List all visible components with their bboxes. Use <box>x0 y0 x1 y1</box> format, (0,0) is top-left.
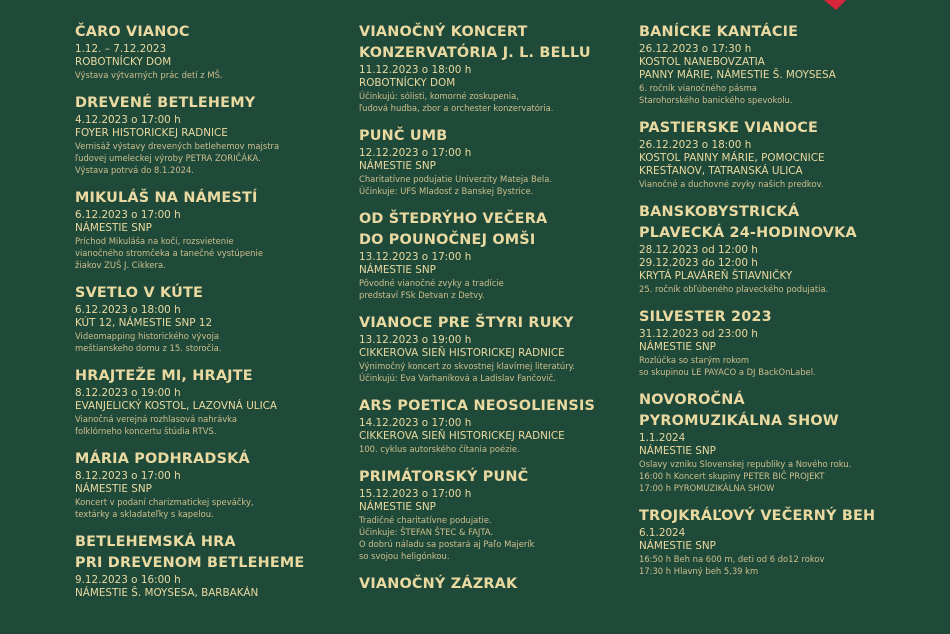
event-venue: NÁMESTIE SNP <box>75 483 152 495</box>
event-description: 25. ročník obľúbeného plaveckého podujatia. <box>639 284 829 294</box>
event-title: BETLEHEMSKÁ HRA <box>75 534 236 550</box>
event-description: Výstava výtvarných prác detí z MŠ. <box>75 70 223 80</box>
event-description: 16:50 h Beh na 600 m, deti od 6 do12 rokov <box>639 554 825 564</box>
event-venue: 29.12.2023 do 12:00 h <box>639 257 758 269</box>
event-item <box>75 22 365 81</box>
event-date: 12.12.2023 o 17:00 h <box>359 147 472 159</box>
event-title: MIKULÁŠ NA NÁMESTÍ <box>75 190 258 206</box>
event-description: ľudovej umeleckej výroby PETRA ZORIČÁKA. <box>75 153 261 163</box>
event-venue: KOSTOL NANEBOVZATIA <box>639 56 765 68</box>
event-venue: NÁMESTIE SNP <box>639 445 716 457</box>
event-title: MÁRIA PODHRADSKÁ <box>75 451 250 467</box>
event-date: 8.12.2023 o 17:00 h <box>75 470 181 482</box>
event-description: Účinkuje: UFS Mladosť z Banskej Bystrice. <box>359 186 534 196</box>
event-description: Vernisáž výstavy drevených betlehemov majstra <box>75 141 280 151</box>
event-item <box>75 532 365 600</box>
event-item <box>75 366 365 437</box>
event-item <box>359 22 649 114</box>
event-description: Účinkujú: Eva Varhaníková a Ladislav Fančovič. <box>359 373 556 383</box>
event-description: O dobrú náladu sa postará aj Paľo Majerík <box>359 539 535 549</box>
event-item <box>359 313 649 384</box>
event-title: ARS POETICA NEOSOLIENSIS <box>359 398 596 414</box>
event-item <box>75 93 365 176</box>
event-description: Výnimočný koncert zo skvostnej klavírnej literatúry. <box>359 361 576 371</box>
event-description: Starohorského banického spevokolu. <box>639 95 793 105</box>
event-venue: FOYER HISTORICKEJ RADNICE <box>75 127 228 139</box>
event-venue: KRESŤANOV, TATRANSKÁ ULICA <box>639 165 803 177</box>
event-title: PYROMUZIKÁLNA SHOW <box>639 413 839 429</box>
event-description: so svojou heligónkou. <box>359 551 450 561</box>
event-description: žiakov ZUŠ J. Cikkera. <box>75 260 166 270</box>
event-date: 4.12.2023 o 17:00 h <box>75 114 181 126</box>
event-description: 17:00 h PYROMUZIKÁLNA SHOW <box>639 483 775 493</box>
event-title: PUNČ UMB <box>359 128 448 144</box>
event-item <box>359 209 649 301</box>
event-description: Účinkuje: ŠTEFAN ŠTEC & FAJTA. <box>359 527 494 537</box>
event-date: 31.12.2023 od 23:00 h <box>639 328 758 340</box>
event-title: SILVESTER 2023 <box>639 309 772 325</box>
event-description: Vianočné a duchovné zvyky našich predkov. <box>639 179 824 189</box>
event-venue: ROBOTNÍCKY DOM <box>75 56 172 68</box>
event-item <box>75 188 365 271</box>
event-date: 6.1.2024 <box>639 527 686 539</box>
event-venue: NÁMESTIE SNP <box>359 160 436 172</box>
event-date: 14.12.2023 o 17:00 h <box>359 417 472 429</box>
event-description: Koncert v podaní charizmatickej speváčky, <box>75 497 254 507</box>
event-date: 11.12.2023 o 18:00 h <box>359 64 472 76</box>
event-description: Príchod Mikuláša na koči, rozsvietenie <box>75 236 234 246</box>
event-title: PLAVECKÁ 24-HODINOVKA <box>639 225 857 241</box>
event-title: DO POUNOČNEJ OMŠI <box>359 232 536 248</box>
event-description: Rozlúčka so starým rokom <box>639 355 750 365</box>
event-item <box>639 506 929 577</box>
event-title: VIANOČNÝ ZÁZRAK <box>359 576 518 592</box>
event-venue: NÁMESTIE SNP <box>359 501 436 513</box>
event-venue: NÁMESTIE SNP <box>639 540 716 552</box>
event-item <box>639 390 929 494</box>
event-description: Pôvodné vianočné zvyky a tradície <box>359 278 504 288</box>
event-date: 28.12.2023 od 12:00 h <box>639 244 758 256</box>
event-title: ČARO VIANOC <box>75 24 190 40</box>
event-date: 1.12. – 7.12.2023 <box>75 43 167 55</box>
event-venue: EVANJELICKÝ KOSTOL, LAZOVNÁ ULICA <box>75 400 278 412</box>
event-venue: NÁMESTIE Š. MOYSESA, BARBAKÁN <box>75 587 259 599</box>
event-title: DREVENÉ BETLEHEMY <box>75 95 256 111</box>
event-item <box>359 574 649 594</box>
event-date: 9.12.2023 o 16:00 h <box>75 574 181 586</box>
event-item <box>75 449 365 520</box>
event-title: BANÍCKE KANTÁCIE <box>639 24 799 40</box>
event-title: HRAJTEŽE MI, HRAJTE <box>75 368 253 384</box>
event-title: TROJKRÁĽOVÝ VEČERNÝ BEH <box>639 508 876 524</box>
event-description: Videomapping historického vývoja <box>75 331 220 341</box>
event-item <box>639 202 929 295</box>
event-description: ľudová hudba, zbor a orchester konzervatória. <box>359 103 554 113</box>
event-title: VIANOCE PRE ŠTYRI RUKY <box>359 315 574 331</box>
event-item <box>359 126 649 197</box>
event-item <box>639 118 929 190</box>
event-description: so skupinou LE PAYACO a DJ BackOnLabel. <box>639 367 816 377</box>
event-item <box>639 22 929 106</box>
event-venue: NÁMESTIE SNP <box>75 222 152 234</box>
events-column-2 <box>359 22 649 606</box>
event-description: 17:30 h Hlavný beh 5,39 km <box>639 566 759 576</box>
event-venue: NÁMESTIE SNP <box>359 264 436 276</box>
event-venue: ROBOTNÍCKY DOM <box>359 77 456 89</box>
event-venue: CIKKEROVA SIEŇ HISTORICKEJ RADNICE <box>359 347 565 359</box>
event-description: textárky a skladateľky s kapelou. <box>75 509 214 519</box>
event-item <box>639 307 929 378</box>
event-title: PASTIERSKE VIANOCE <box>639 120 819 136</box>
event-description: folklórneho koncertu štúdia RTVS. <box>75 426 217 436</box>
event-description: Výstava potrvá do 8.1.2024. <box>75 165 194 175</box>
event-item <box>75 283 365 354</box>
event-title: VIANOČNÝ KONCERT <box>359 24 528 40</box>
event-title: SVETLO V KÚTE <box>75 285 204 301</box>
event-description: Charitatívne podujatie Univerzity Mateja Bela. <box>359 174 552 184</box>
events-column-1 <box>75 22 365 612</box>
event-title: PRI DREVENOM BETLEHEME <box>75 555 305 571</box>
event-date: 6.12.2023 o 17:00 h <box>75 209 181 221</box>
event-venue: KRYTÁ PLAVÁREŇ ŠTIAVNIČKY <box>639 270 793 282</box>
event-date: 26.12.2023 o 18:00 h <box>639 139 752 151</box>
event-description: meštianskeho domu z 15. storočia. <box>75 343 222 353</box>
event-date: 13.12.2023 o 17:00 h <box>359 251 472 263</box>
event-date: 13.12.2023 o 19:00 h <box>359 334 472 346</box>
event-description: Tradičné charitatívne podujatie. <box>359 515 492 525</box>
event-venue: PANNY MÁRIE, NÁMESTIE Š. MOYSESA <box>639 69 836 81</box>
event-title: BANSKOBYSTRICKÁ <box>639 204 800 220</box>
event-description: 100. cyklus autorského čítania poézie. <box>359 444 520 454</box>
event-item <box>359 396 649 455</box>
event-description: 6. ročník vianočného pásma <box>639 83 757 93</box>
event-venue: KÚT 12, NÁMESTIE SNP 12 <box>75 317 213 329</box>
event-venue: CIKKEROVA SIEŇ HISTORICKEJ RADNICE <box>359 430 565 442</box>
event-venue: KOSTOL PANNY MÁRIE, POMOCNICE <box>639 152 825 164</box>
event-item <box>359 467 649 562</box>
event-description: Vianočná verejná rozhlasová nahrávka <box>75 414 237 424</box>
event-date: 8.12.2023 o 19:00 h <box>75 387 181 399</box>
event-date: 26.12.2023 o 17:30 h <box>639 43 752 55</box>
event-title: PRIMÁTORSKÝ PUNČ <box>359 469 529 485</box>
red-corner-ribbon <box>824 0 846 10</box>
event-description: Oslavy vzniku Slovenskej republiky a Nového roku. <box>639 459 852 469</box>
event-date: 15.12.2023 o 17:00 h <box>359 488 472 500</box>
event-description: vianočného stromčeka a tanečné vystúpenie <box>75 248 263 258</box>
event-title: NOVOROČNÁ <box>639 392 745 408</box>
event-description: predstaví FSk Detvan z Detvy. <box>359 290 485 300</box>
event-date: 1.1.2024 <box>639 432 686 444</box>
event-description: 16:00 h Koncert skupiny PETER BIČ PROJEKT <box>639 471 825 481</box>
event-date: 6.12.2023 o 18:00 h <box>75 304 181 316</box>
events-column-3 <box>639 22 929 589</box>
event-venue: NÁMESTIE SNP <box>639 341 716 353</box>
event-description: Účinkujú: sólisti, komorné zoskupenia, <box>359 91 519 101</box>
event-title: OD ŠTEDRÝHO VEČERA <box>359 211 548 227</box>
event-title: KONZERVATÓRIA J. L. BELLU <box>359 45 591 61</box>
